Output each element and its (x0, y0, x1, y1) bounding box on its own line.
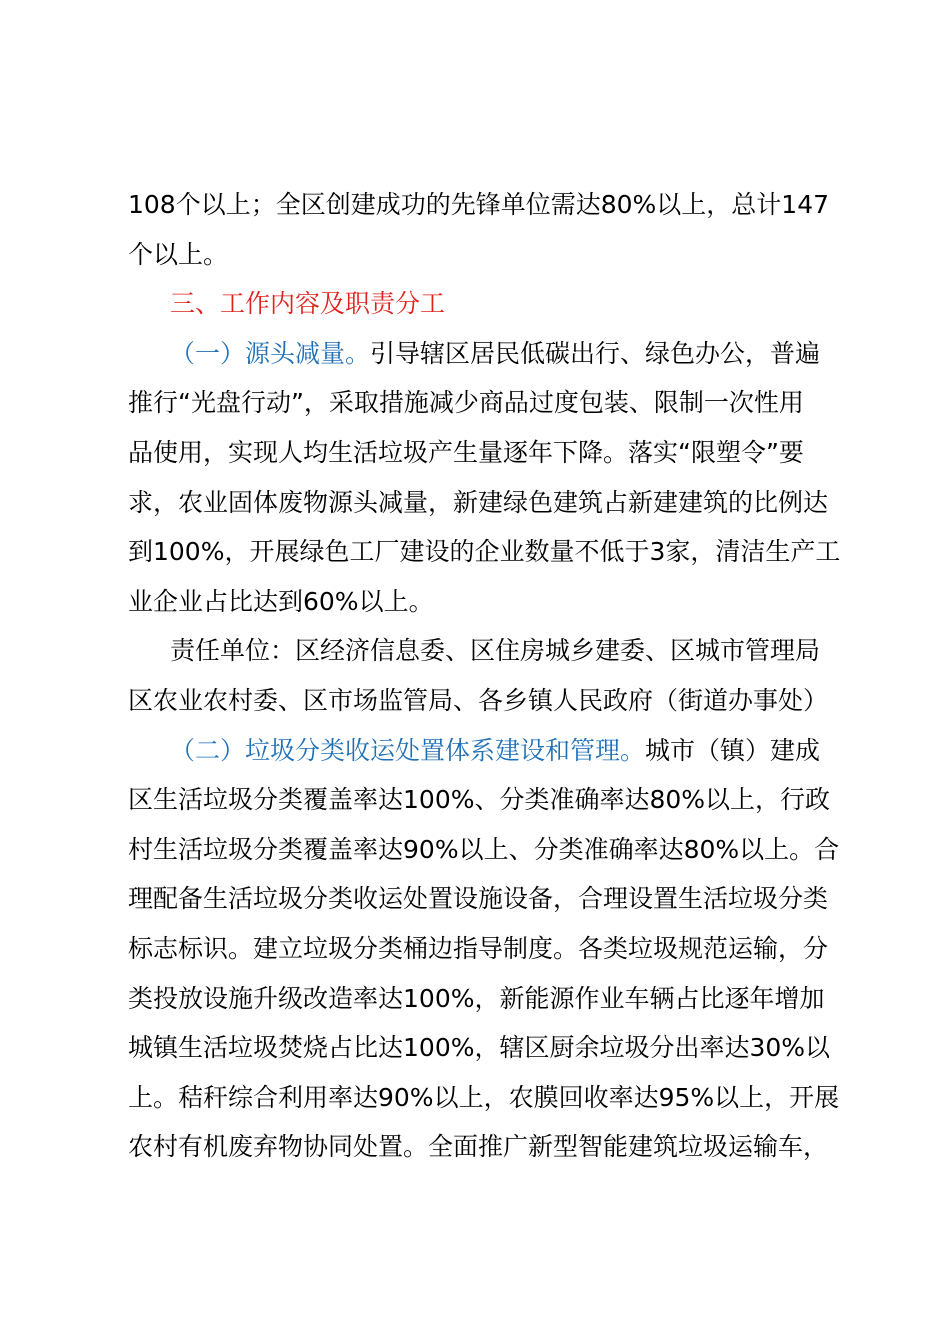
text-line (128, 527, 868, 577)
text-line (128, 230, 868, 280)
responsible-units-line (128, 626, 868, 676)
body-text (128, 180, 868, 1172)
text-line (128, 1073, 868, 1123)
line-text: 推行“光盘行动”，采取措施减少商品过度包装、限制一次性用 (128, 388, 804, 418)
subsection-line (128, 329, 868, 379)
text-line (128, 428, 868, 478)
line-text: 上。秸秆综合利用率达90%以上，农膜回收率达95%以上，开展 (128, 1082, 840, 1112)
text-line (128, 874, 868, 924)
line-text: 标志标识。建立垃圾分类桶边指导制度。各类垃圾规范运输，分 (128, 933, 829, 963)
line-text: 理配备生活垃圾分类收运处置设施设备，合理设置生活垃圾分类 (128, 884, 829, 914)
section-heading-text: 三、工作内容及职责分工 (170, 289, 446, 319)
text-line (128, 974, 868, 1024)
line-text: 类投放设施升级改造率达100%，新能源作业车辆占比逐年增加 (128, 983, 825, 1013)
line-text: 108个以上；全区创建成功的先锋单位需达80%以上，总计147 (128, 190, 830, 219)
text-line (128, 825, 868, 875)
text-line (128, 1122, 868, 1172)
subsection-heading-text: （一）源头减量。 (170, 338, 371, 368)
text-line (128, 577, 868, 627)
line-text: 区农业农村委、区市场监管局、各乡镇人民政府（街道办事处） (128, 685, 829, 715)
line-text: 城镇生活垃圾焚烧占比达100%，辖区厨余垃圾分出率达30%以 (128, 1033, 831, 1063)
line-text: 村生活垃圾分类覆盖率达90%以上、分类准确率达80%以上。合 (128, 834, 840, 864)
line-text: 求，农业固体废物源头减量，新建绿色建筑占新建建筑的比例达 (128, 487, 829, 517)
text-line (128, 180, 868, 230)
line-text: 品使用，实现人均生活垃圾产生量逐年下降。落实“限塑令”要 (128, 437, 804, 467)
text-line (128, 676, 868, 726)
line-text: 个以上。 (128, 239, 229, 269)
line-text: 农村有机废弃物协同处置。全面推广新型智能建筑垃圾运输车， (128, 1132, 829, 1162)
line-text: 到100%，开展绿色工厂建设的企业数量不低于3家，清洁生产工 (128, 537, 841, 567)
text-line (128, 924, 868, 974)
line-text: 区生活垃圾分类覆盖率达100%、分类准确率达80%以上，行政 (128, 785, 831, 815)
line-text: 责任单位：区经济信息委、区住房城乡建委、区城市管理局 (170, 636, 821, 666)
subsection-line (128, 726, 868, 776)
text-line (128, 378, 868, 428)
text-line (128, 1023, 868, 1073)
line-text: 引导辖区居民低碳出行、绿色办公，普遍 (370, 338, 821, 368)
text-line (128, 478, 868, 528)
subsection-heading-text: （二）垃圾分类收运处置体系建设和管理。 (170, 735, 646, 765)
text-line (128, 775, 868, 825)
line-text: 业企业占比达到60%以上。 (128, 586, 434, 616)
section-heading (128, 279, 868, 329)
line-text: 城市（镇）建成 (645, 735, 821, 765)
